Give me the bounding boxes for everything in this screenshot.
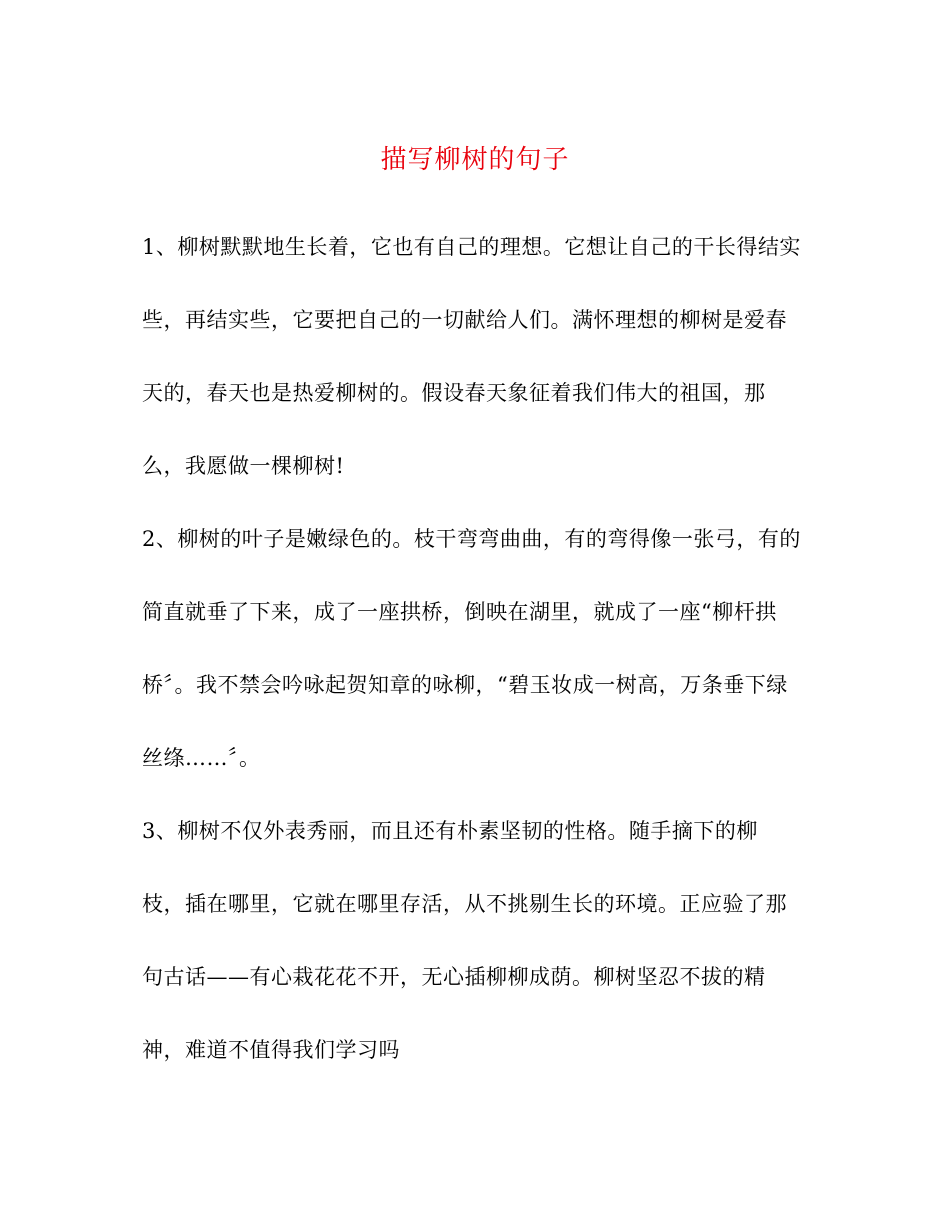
paragraph-1-line-3: 天的，春天也是热爱柳树的。假设春天象征着我们伟大的祖国，那 (142, 381, 766, 405)
paragraph-2-line-1: 2、柳树的叶子是嫩绿色的。枝干弯弯曲曲，有的弯得像一张弓，有的 (142, 527, 801, 551)
paragraph-3-line-1: 3、柳树不仅外表秀丽，而且还有朴素坚韧的性格。随手摘下的柳 (142, 819, 758, 843)
document-title: 描写柳树的句子 (380, 145, 570, 175)
paragraph-3-line-4: 神，难道不值得我们学习吗 (142, 1038, 400, 1062)
paragraph-1-line-1: 1、柳树默默地生长着，它也有自己的理想。它想让自己的干长得结实 (142, 235, 801, 259)
paragraph-2-line-4: 丝绦……〞。 (142, 746, 261, 770)
paragraph-2-line-3: 桥〞。我不禁会吟咏起贺知章的咏柳，“碧玉妆成一树高，万条垂下绿 (142, 673, 788, 697)
paragraph-3-line-2: 枝，插在哪里，它就在哪里存活，从不挑剔生长的环境。正应验了那 (142, 892, 787, 916)
paragraph-1-line-2: 些，再结实些，它要把自己的一切献给人们。满怀理想的柳树是爱春 (142, 308, 787, 332)
paragraph-1-line-4: 么，我愿做一棵柳树! (142, 454, 345, 478)
paragraph-2-line-2: 简直就垂了下来，成了一座拱桥，倒映在湖里，就成了一座“柳杆拱 (142, 600, 777, 624)
paragraph-3-line-3: 句古话——有心栽花花不开，无心插柳柳成荫。柳树坚忍不拔的精 (142, 965, 766, 989)
